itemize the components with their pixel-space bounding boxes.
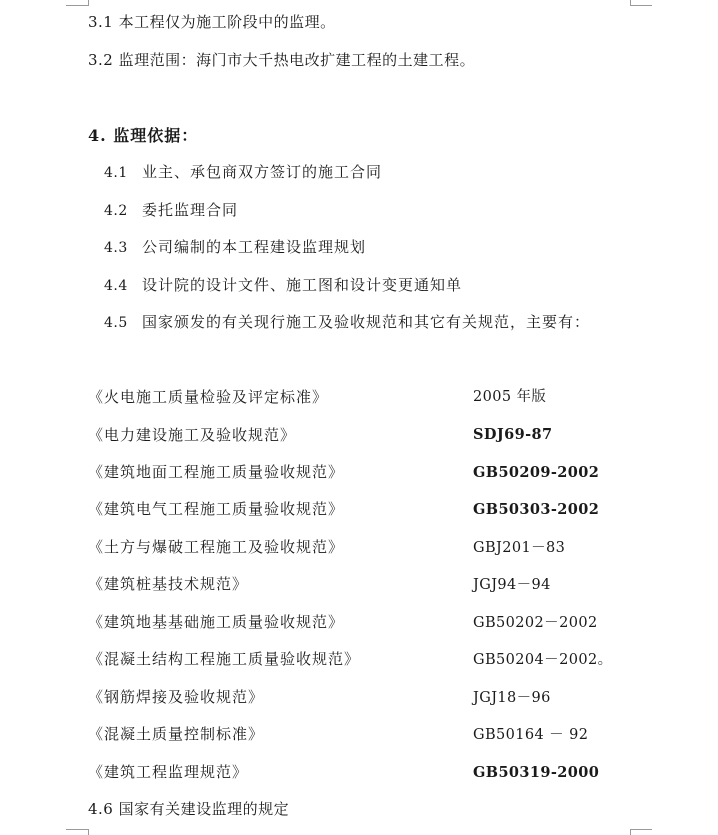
list-item-text: 委托监理合同: [142, 201, 239, 219]
list-item-text: 设计院的设计文件、施工图和设计变更通知单: [142, 276, 463, 294]
standard-code: GB50204－2002。: [473, 652, 613, 668]
standard-code: GB50202－2002: [473, 615, 598, 631]
crop-mark-top-left-h: [66, 5, 88, 6]
standard-name: 《混凝土结构工程施工质量验收规范》: [88, 650, 361, 668]
standard-code: SDJ69-87: [473, 426, 553, 443]
list-item-number: 4.3: [104, 240, 128, 256]
standard-name: 《火电施工质量检验及评定标准》: [88, 388, 329, 406]
standard-code: GB50164 － 92: [473, 727, 589, 743]
standard-name: 《建筑桩基技术规范》: [88, 575, 249, 593]
standard-code: GB50209-2002: [473, 464, 600, 481]
list-item-text: 公司编制的本工程建设监理规划: [142, 238, 367, 256]
list-item-text: 国家颁发的有关现行施工及验收规范和其它有关规范，主要有：: [142, 313, 591, 331]
list-item-number: 4.4: [104, 278, 128, 294]
standard-code: JGJ18－96: [473, 690, 551, 706]
standard-name: 《建筑地基基础施工质量验收规范》: [88, 613, 345, 631]
crop-mark-top-right-v: [630, 0, 631, 6]
standard-code: JGJ94－94: [473, 577, 551, 593]
standard-name: 《电力建设施工及验收规范》: [88, 426, 297, 444]
standard-code: GBJ201－83: [473, 540, 566, 556]
standard-code: 2005 年版: [473, 389, 547, 405]
list-item-number: 4.5: [104, 315, 128, 331]
crop-mark-top-left-v: [88, 0, 89, 6]
paragraph-3-1: 3.1 本工程仅为施工阶段中的监理。: [88, 13, 336, 31]
crop-mark-bottom-right-h: [630, 829, 652, 830]
standard-code: GB50319-2000: [473, 764, 600, 781]
list-item-number: 4.1: [104, 165, 128, 181]
standard-name: 《钢筋焊接及验收规范》: [88, 688, 265, 706]
standard-name: 《混凝土质量控制标准》: [88, 725, 265, 743]
paragraph-4-6: 4.6 国家有关建设监理的规定: [88, 800, 290, 818]
standard-name: 《建筑地面工程施工质量验收规范》: [88, 463, 345, 481]
crop-mark-bottom-right-v: [630, 829, 631, 835]
standard-name: 《土方与爆破工程施工及验收规范》: [88, 538, 345, 556]
list-item-text: 业主、承包商双方签订的施工合同: [142, 163, 383, 181]
standard-code: GB50303-2002: [473, 501, 600, 518]
paragraph-3-2: 3.2 监理范围：海门市大千热电改扩建工程的土建工程。: [88, 51, 476, 69]
standard-name: 《建筑电气工程施工质量验收规范》: [88, 500, 345, 518]
crop-mark-top-right-h: [630, 5, 652, 6]
list-item-number: 4.2: [104, 203, 128, 219]
crop-mark-bottom-left-v: [88, 829, 89, 835]
section-heading: 4. 监理依据：: [88, 126, 199, 145]
crop-mark-bottom-left-h: [66, 829, 88, 830]
standard-name: 《建筑工程监理规范》: [88, 763, 249, 781]
